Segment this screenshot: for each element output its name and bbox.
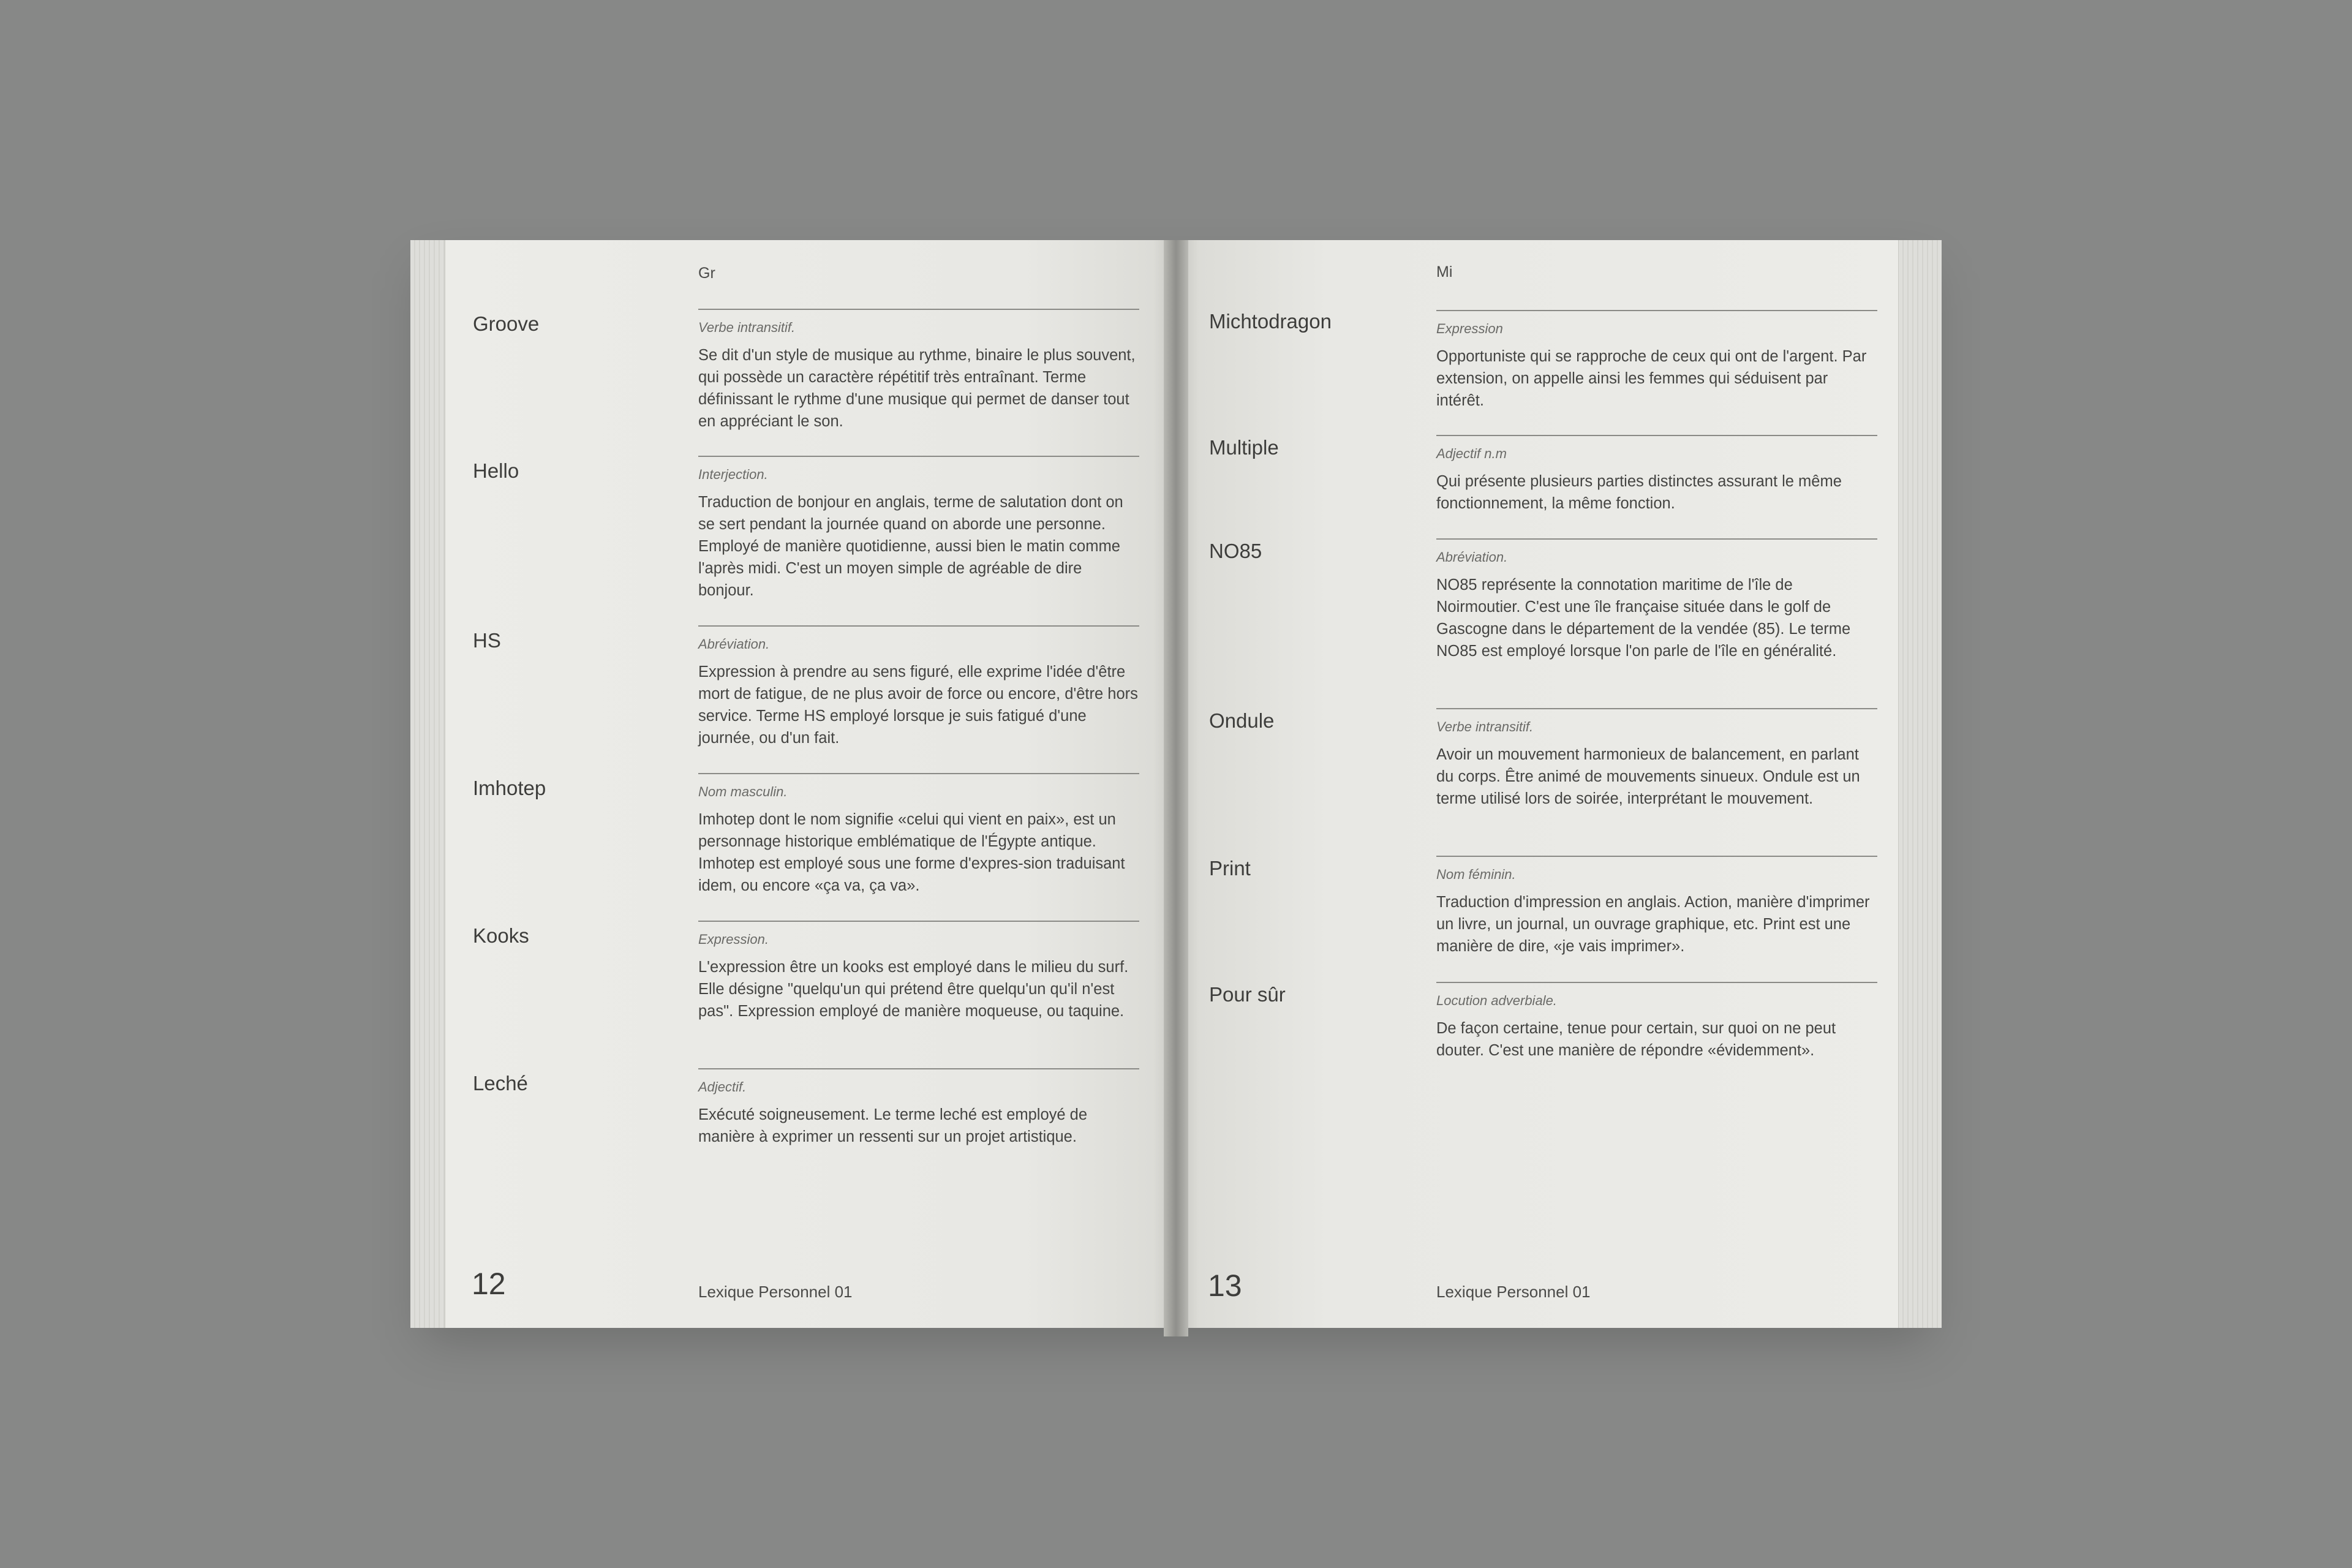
definition-text: Qui présente plusieurs parties distinctes assurant le même fonctionnement, la même fonction. <box>1436 473 1842 512</box>
definition-text: Traduction d'impression en anglais. Action, manière d'imprimer un livre, un journal, un ouvrage graphique, etc. Print est une manière de dire, «je vais imprimer». <box>1436 894 1870 955</box>
word-type: Verbe intransitif. <box>698 320 796 335</box>
term-multiple: Multiple <box>1209 436 1279 459</box>
definition-leche <box>698 1068 1139 1148</box>
page-footer: Lexique Personnel 01 <box>1436 1283 1591 1301</box>
definition-groove <box>698 309 1139 432</box>
divider <box>1436 310 1877 311</box>
definition-text: De façon certaine, tenue pour certain, sur quoi on ne peut douter. C'est une manière de répondre «évidemment». <box>1436 1020 1836 1059</box>
word-type: Verbe intransitif. <box>1436 719 1534 734</box>
divider <box>1436 538 1877 540</box>
term-hs: HS <box>473 629 501 652</box>
page-footer: Lexique Personnel 01 <box>698 1283 853 1301</box>
term-ondule: Ondule <box>1209 709 1275 732</box>
definition-text: Exécuté soigneusement. Le terme leché est employé de manière à exprimer un ressenti sur un projet artistique. <box>698 1106 1088 1145</box>
definition-kooks <box>698 921 1139 1022</box>
word-type: Locution adverbiale. <box>1436 993 1557 1008</box>
word-type: Adjectif. <box>698 1079 747 1095</box>
word-type: Nom féminin. <box>1436 867 1516 882</box>
divider <box>1436 982 1877 983</box>
term-print: Print <box>1209 857 1251 880</box>
word-type: Expression. <box>698 932 769 947</box>
term-michtodragon: Michtodragon <box>1209 310 1332 333</box>
divider <box>698 625 1139 627</box>
left-page <box>410 240 1176 1328</box>
definition-text: Imhotep dont le nom signifie «celui qui vient en paix», est un personnage historique emblématique de l'Égypte antique. Imhotep est employé sous une forme d'expres-sion traduisant idem, ou encore «ça va, ça va». <box>698 811 1125 894</box>
term-groove: Groove <box>473 312 540 335</box>
divider <box>698 456 1139 457</box>
divider <box>1436 708 1877 709</box>
term-hello: Hello <box>473 459 519 482</box>
definition-ondule <box>1436 708 1877 810</box>
definition-text: Avoir un mouvement harmonieux de balancement, en parlant du corps. Être animé de mouvements sinueux. Ondule est un terme utilisé lors de soirée, interprétant le mouvement. <box>1436 746 1860 807</box>
term-leche: Leché <box>473 1072 528 1095</box>
divider <box>1436 435 1877 436</box>
definition-michtodragon <box>1436 310 1877 412</box>
term-pour-sur: Pour sûr <box>1209 983 1286 1006</box>
definition-multiple <box>1436 435 1877 514</box>
word-type: Expression <box>1436 321 1503 336</box>
definition-print <box>1436 856 1877 957</box>
definition-no85 <box>1436 538 1877 662</box>
divider <box>698 921 1139 922</box>
definition-text: NO85 représente la connotation maritime de l'île de Noirmoutier. C'est une île française située dans le golf de Gascogne dans le département de la vendée (85). Le terme NO85 est employé lorsque l'on parle de l'île en généralité. <box>1436 576 1851 660</box>
definition-hs <box>698 625 1139 749</box>
page-number: 13 <box>1208 1268 1242 1303</box>
definition-text: L'expression être un kooks est employé dans le milieu du surf. Elle désigne "quelqu'un qui prétend être quelqu'un qu'il n'est pas". Expression employé de manière moqueuse, ou taquine. <box>698 959 1129 1020</box>
divider <box>698 309 1139 310</box>
divider <box>1436 856 1877 857</box>
page-edges-right <box>1898 240 1942 1328</box>
section-header: Gr <box>698 265 715 282</box>
page-number: 12 <box>472 1267 506 1301</box>
definition-text: Se dit d'un style de musique au rythme, binaire le plus souvent, qui possède un caractère répétitif très entraînant. Terme définissant le rythme d'une musique qui permet de danser tout en appréciant le son. <box>698 347 1136 430</box>
term-no85: NO85 <box>1209 540 1262 562</box>
divider <box>698 1068 1139 1069</box>
section-header: Mi <box>1436 263 1453 281</box>
definition-hello <box>698 456 1139 601</box>
definition-text: Expression à prendre au sens figuré, elle exprime l'idée d'être mort de fatigue, de ne plus avoir de force ou encore, d'être hors service. Terme HS employé lorsque je suis fatigué d'une journée, ou d'un fait. <box>698 663 1138 747</box>
word-type: Interjection. <box>698 467 768 482</box>
definition-pour-sur <box>1436 982 1877 1061</box>
term-imhotep: Imhotep <box>473 777 546 799</box>
definition-imhotep <box>698 773 1139 897</box>
definition-text: Traduction de bonjour en anglais, terme de salutation dont on se sert pendant la journée quand on aborde une personne. Employé de manière quotidienne, aussi bien le matin comme l'après midi. C'est un moyen simple de agréable de dire bonjour. <box>698 494 1123 599</box>
term-kooks: Kooks <box>473 924 529 947</box>
word-type: Abréviation. <box>1436 549 1508 565</box>
word-type: Nom masculin. <box>698 784 788 799</box>
word-type: Adjectif n.m <box>1436 446 1507 461</box>
word-type: Abréviation. <box>698 636 770 652</box>
page-edges-left <box>410 240 445 1328</box>
definition-text: Opportuniste qui se rapproche de ceux qui ont de l'argent. Par extension, on appelle ainsi les femmes qui séduisent par intérêt. <box>1436 348 1867 409</box>
right-page <box>1176 240 1942 1328</box>
book-spine <box>1164 240 1188 1336</box>
divider <box>698 773 1139 774</box>
